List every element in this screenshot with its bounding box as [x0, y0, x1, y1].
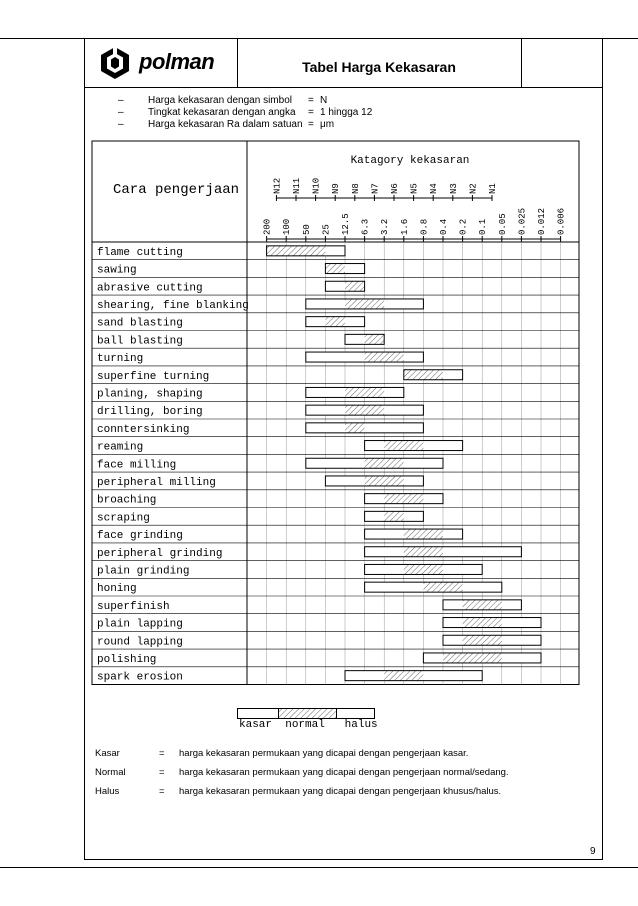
- legend-normal-swatch: [279, 709, 337, 719]
- process-label: spark erosion: [97, 671, 183, 684]
- n-grade-label: N5: [409, 183, 420, 194]
- legend-labels: [239, 719, 378, 731]
- normal-bar: [384, 671, 423, 681]
- normal-bar: [325, 264, 345, 274]
- n-grade-label: N6: [390, 183, 400, 194]
- ra-value-label: 0.4: [439, 218, 449, 235]
- page-number: 9: [590, 846, 596, 857]
- legend-halus-swatch: [337, 709, 375, 719]
- definition-dash: –: [118, 107, 124, 118]
- note-term: Kasar: [95, 748, 120, 759]
- n-grade-label: N4: [429, 183, 440, 194]
- n-grade-label: N2: [468, 183, 479, 194]
- process-label: ball blasting: [97, 335, 183, 348]
- ra-value-label: 6.3: [360, 218, 371, 235]
- n-grade-label: N9: [331, 183, 342, 194]
- note-item: [95, 786, 575, 805]
- normal-bar: [325, 317, 345, 327]
- normal-bar: [384, 494, 423, 504]
- process-label: superfinish: [97, 600, 170, 613]
- n-grade-label: N10: [311, 177, 322, 194]
- process-label: abrasive cutting: [97, 282, 203, 295]
- normal-bar: [384, 441, 423, 451]
- rough-bar: [306, 352, 424, 362]
- ra-value-label: 0.1: [478, 218, 489, 235]
- note-eq: =: [159, 748, 165, 759]
- process-label: planing, shaping: [97, 388, 203, 401]
- ra-value-label: 0.025: [517, 207, 528, 235]
- n-grade-label: N12: [272, 177, 283, 194]
- notes: [95, 748, 575, 805]
- process-label: plain grinding: [97, 565, 190, 578]
- method-header: Cara pengerjaan: [113, 182, 240, 198]
- ra-value-label: 100: [282, 218, 293, 235]
- ra-value-label: 0.006: [556, 207, 567, 235]
- note-item: [95, 767, 575, 786]
- definition-label: Tingkat kekasaran dengan angka: [148, 107, 296, 118]
- definition-label: Harga kekasaran dengan simbol: [148, 95, 292, 106]
- logo-text: polman: [139, 49, 215, 74]
- category-header: Katagory kekasaran: [350, 155, 470, 167]
- ra-value-label: 0.8: [419, 218, 430, 235]
- legend-kasar-swatch: [238, 709, 279, 719]
- normal-bar: [404, 370, 443, 380]
- ra-value-label: 25: [321, 224, 332, 235]
- process-label: shearing, fine blanking: [97, 299, 249, 312]
- note-term: Halus: [95, 786, 120, 797]
- normal-bar: [423, 582, 462, 592]
- note-term: Normal: [95, 767, 126, 778]
- ra-value-label: 3.2: [380, 218, 391, 235]
- normal-bar: [404, 529, 443, 539]
- ra-value-label: 200: [262, 218, 273, 235]
- normal-bar: [267, 246, 326, 256]
- ra-value-label: 0.012: [537, 207, 547, 235]
- normal-bar: [463, 600, 502, 610]
- process-label: peripheral milling: [97, 476, 216, 489]
- normal-bar: [404, 564, 443, 574]
- process-label: face grinding: [97, 530, 183, 543]
- process-label: superfine turning: [97, 370, 210, 383]
- process-label: plain lapping: [97, 618, 183, 631]
- bottom-rule: [0, 867, 638, 868]
- normal-bar: [365, 458, 404, 468]
- process-label: turning: [97, 353, 144, 366]
- definition-eq: =: [308, 95, 314, 106]
- legend-halus-label: halus: [344, 719, 378, 731]
- process-label: scraping: [97, 512, 150, 525]
- note-item: [95, 748, 575, 767]
- definition-eq: =: [308, 119, 314, 130]
- ra-value-label: 50: [301, 224, 312, 235]
- legend-kasar-label: kasar: [239, 719, 273, 731]
- process-label: honing: [97, 583, 137, 596]
- normal-bar: [443, 653, 502, 663]
- n-grade-label: N7: [370, 183, 381, 194]
- process-label: conntersinking: [97, 423, 190, 436]
- legend-normal-label: normal: [285, 719, 325, 731]
- definition-value: μm: [320, 119, 335, 130]
- n-grade-label: N8: [350, 183, 361, 194]
- process-label: round lapping: [97, 636, 183, 649]
- page-title: Tabel Harga Kekasaran: [237, 39, 522, 87]
- ra-value-label: 1.6: [399, 218, 410, 235]
- definition-value: 1 hingga 12: [320, 107, 373, 118]
- process-label: peripheral grinding: [97, 547, 223, 560]
- process-label: sand blasting: [97, 317, 183, 330]
- normal-bar: [345, 387, 384, 397]
- normal-bar: [404, 547, 443, 557]
- process-label: drilling, boring: [97, 406, 203, 419]
- n-grade-label: N3: [448, 183, 459, 194]
- note-desc: harga kekasaran permukaan yang dicapai dengan pengerjaan khusus/halus.: [179, 786, 502, 797]
- process-label: reaming: [97, 441, 144, 454]
- note-desc: harga kekasaran permukaan yang dicapai dengan pengerjaan normal/sedang.: [179, 767, 509, 778]
- ra-value-label: 0.2: [458, 218, 469, 235]
- definition-label: Harga kekasaran Ra dalam satuan: [148, 119, 303, 130]
- normal-bar: [345, 405, 384, 415]
- process-label: broaching: [97, 494, 157, 507]
- definition-eq: =: [308, 107, 314, 118]
- normal-bar: [463, 635, 502, 645]
- note-eq: =: [159, 786, 165, 797]
- process-label: face milling: [97, 459, 177, 472]
- normal-bar: [345, 423, 365, 433]
- definition-dash: –: [118, 95, 124, 106]
- normal-bar: [365, 476, 404, 486]
- ra-value-label: 0.05: [497, 213, 508, 235]
- n-grade-label: N11: [292, 177, 302, 194]
- note-desc: harga kekasaran permukaan yang dicapai dengan pengerjaan kasar.: [179, 748, 469, 759]
- ra-value-label: 12.5: [341, 213, 351, 235]
- normal-bar: [365, 334, 385, 344]
- n-grade-label: N1: [488, 183, 498, 194]
- definition-dash: –: [118, 119, 124, 130]
- normal-bar: [345, 281, 365, 291]
- normal-bar: [384, 511, 404, 521]
- normal-bar: [463, 618, 502, 628]
- process-label: flame cutting: [97, 246, 183, 259]
- normal-bar: [365, 352, 404, 362]
- note-eq: =: [159, 767, 165, 778]
- definition-value: N: [320, 95, 328, 106]
- normal-bar: [345, 299, 384, 309]
- process-label: sawing: [97, 264, 137, 277]
- process-label: polishing: [97, 653, 157, 666]
